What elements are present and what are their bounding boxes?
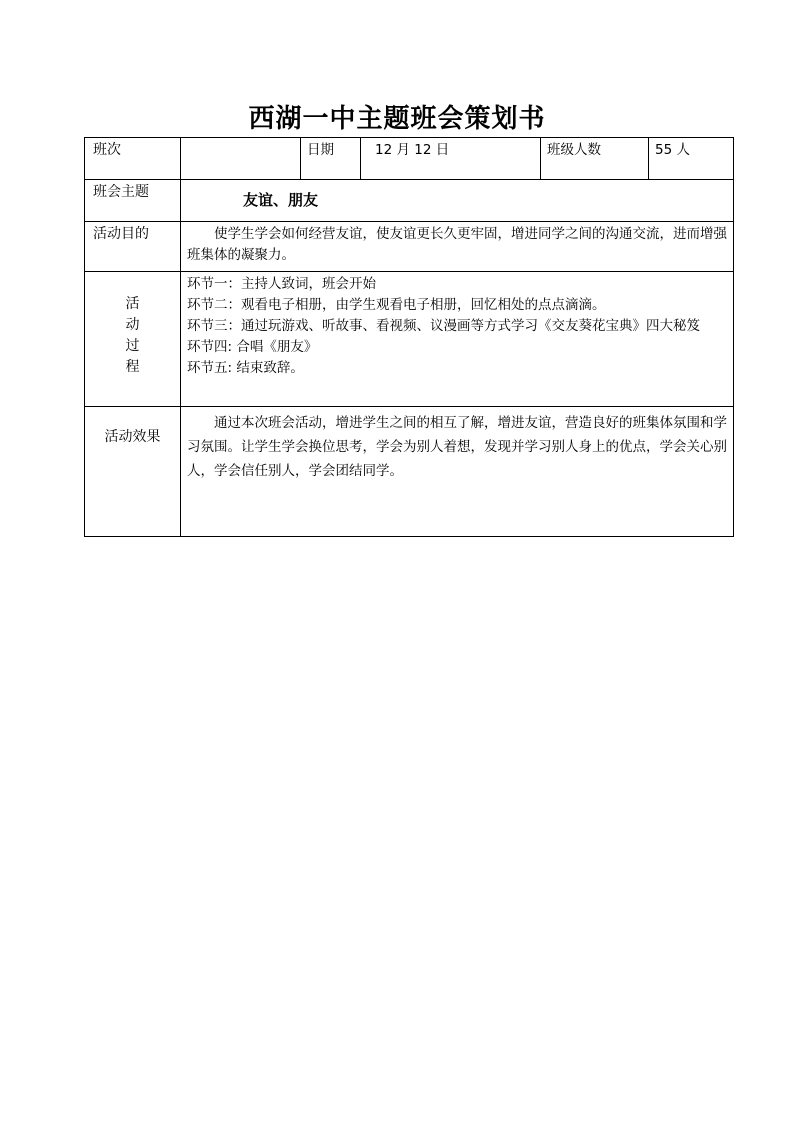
date-label: 日期 bbox=[301, 138, 361, 180]
purpose-row bbox=[85, 222, 734, 272]
count-value: 55 人 bbox=[649, 138, 734, 180]
effect-row bbox=[85, 407, 734, 537]
theme-label: 班会主题 bbox=[85, 180, 181, 222]
process-step: 环节三：通过玩游戏、听故事、看视频、议漫画等方式学习《交友葵花宝典》四大秘笈 bbox=[187, 318, 700, 334]
document-title: 西湖一中主题班会策划书 bbox=[248, 104, 546, 134]
plan-table bbox=[84, 137, 734, 537]
date-value: 12 月 12 日 bbox=[361, 138, 541, 180]
count-label: 班级人数 bbox=[541, 138, 649, 180]
theme-value: 友谊、朋友 bbox=[181, 180, 734, 222]
purpose-text: 使学生学会如何经营友谊，使友谊更长久更牢固，增进同学之间的沟通交流，进而增强班集体的凝聚力。 bbox=[181, 222, 734, 272]
process-step: 环节一：主持人致词，班会开始 bbox=[187, 276, 376, 292]
class-label: 班次 bbox=[85, 138, 181, 180]
process-step: 环节二：观看电子相册，由学生观看电子相册，回忆相处的点点滴滴。 bbox=[187, 297, 606, 313]
process-label-char: 过 bbox=[125, 338, 140, 354]
process-label-char: 活 bbox=[125, 296, 140, 312]
info-row bbox=[85, 138, 734, 180]
process-label-char: 动 bbox=[125, 317, 140, 333]
effect-label: 活动效果 bbox=[85, 407, 181, 537]
process-steps bbox=[181, 272, 734, 407]
process-label-char: 程 bbox=[125, 359, 140, 375]
purpose-label: 活动目的 bbox=[85, 222, 181, 272]
effect-text: 通过本次班会活动，增进学生之间的相互了解，增进友谊，营造良好的班集体氛围和学习氛围。让学生学会换位思考，学会为别人着想，发现并学习别人身上的优点，学会关心别人，学会信任别人，学会团结同学。 bbox=[181, 407, 734, 537]
process-label bbox=[85, 272, 181, 407]
theme-row bbox=[85, 180, 734, 222]
process-step: 环节五: 结束致辞。 bbox=[187, 360, 304, 376]
process-step: 环节四: 合唱《朋友》 bbox=[187, 339, 318, 355]
process-row bbox=[85, 272, 734, 407]
class-value bbox=[181, 138, 301, 180]
